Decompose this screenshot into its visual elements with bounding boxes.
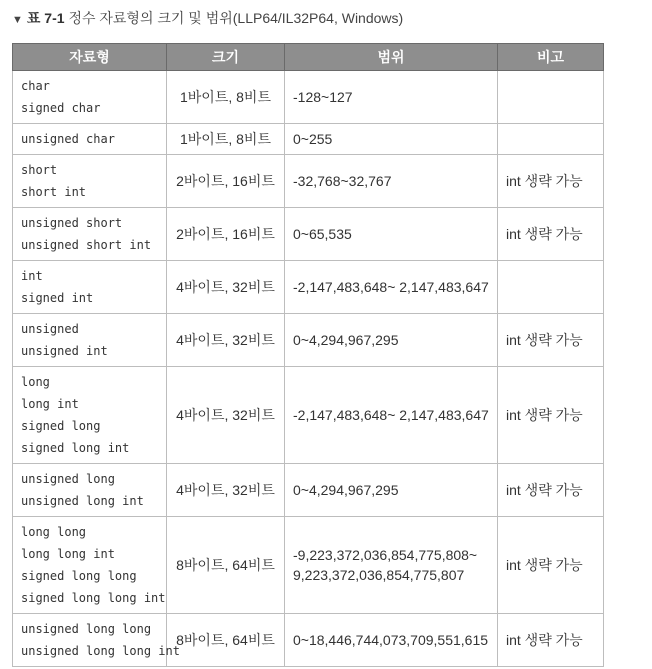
note-cell: int 생략 가능 — [498, 314, 604, 367]
size-cell: 4바이트, 32비트 — [167, 367, 285, 464]
type-name: long int — [21, 397, 79, 411]
type-name: short — [21, 163, 58, 177]
header-range: 범위 — [285, 44, 498, 71]
type-name: signed long — [21, 419, 101, 433]
type-name: char — [21, 79, 50, 93]
type-cell — [13, 208, 167, 261]
type-cell — [13, 517, 167, 614]
table-row — [13, 614, 604, 667]
size-cell: 8바이트, 64비트 — [167, 517, 285, 614]
note-cell — [498, 71, 604, 124]
range-cell — [285, 261, 498, 314]
type-name: unsigned — [21, 322, 79, 336]
size-cell: 2바이트, 16비트 — [167, 155, 285, 208]
range-cell — [285, 124, 498, 155]
range-line: 0~18,446,744,073,709,551,615 — [293, 632, 489, 648]
type-cell — [13, 367, 167, 464]
note-cell: int 생략 가능 — [498, 155, 604, 208]
type-name: unsigned char — [21, 132, 115, 146]
range-line: 0~4,294,967,295 — [293, 482, 399, 498]
type-name: long long int — [21, 547, 115, 561]
note-cell: int 생략 가능 — [498, 614, 604, 667]
range-line: 9,223,372,036,854,775,807 — [293, 567, 465, 583]
range-cell — [285, 208, 498, 261]
range-cell — [285, 517, 498, 614]
note-cell — [498, 124, 604, 155]
table-row — [13, 155, 604, 208]
type-name: unsigned long int — [21, 494, 144, 508]
type-name: long long — [21, 525, 87, 539]
type-cell — [13, 314, 167, 367]
type-name: unsigned long long — [21, 622, 152, 636]
size-cell: 4바이트, 32비트 — [167, 464, 285, 517]
note-cell: int 생략 가능 — [498, 367, 604, 464]
range-line: -32,768~32,767 — [293, 173, 392, 189]
type-name: unsigned int — [21, 344, 108, 358]
triangle-down-icon: ▼ — [12, 14, 23, 26]
type-name: signed long long int — [21, 591, 166, 605]
table-caption — [12, 8, 403, 28]
type-name: unsigned short — [21, 216, 123, 230]
note-cell: int 생략 가능 — [498, 208, 604, 261]
type-name: short int — [21, 185, 87, 199]
table-row — [13, 367, 604, 464]
range-cell — [285, 367, 498, 464]
note-cell — [498, 261, 604, 314]
range-line: -2,147,483,648~ 2,147,483,647 — [293, 407, 489, 423]
table-number: 표 7-1 — [26, 10, 65, 26]
header-size: 크기 — [167, 44, 285, 71]
type-name: signed long int — [21, 441, 130, 455]
range-line: -2,147,483,648~ 2,147,483,647 — [293, 279, 489, 295]
table-row — [13, 517, 604, 614]
table-row — [13, 464, 604, 517]
integer-types-table — [12, 43, 604, 667]
range-line: -128~127 — [293, 89, 353, 105]
range-cell — [285, 314, 498, 367]
size-cell: 1바이트, 8비트 — [167, 71, 285, 124]
note-cell: int 생략 가능 — [498, 517, 604, 614]
type-name: long — [21, 375, 50, 389]
size-cell: 4바이트, 32비트 — [167, 261, 285, 314]
range-line: 0~255 — [293, 131, 333, 147]
range-line: 0~65,535 — [293, 226, 352, 242]
type-name: int — [21, 269, 43, 283]
size-cell: 4바이트, 32비트 — [167, 314, 285, 367]
header-row — [13, 44, 604, 71]
type-cell — [13, 155, 167, 208]
note-cell: int 생략 가능 — [498, 464, 604, 517]
range-cell — [285, 155, 498, 208]
header-type: 자료형 — [13, 44, 167, 71]
table-row — [13, 71, 604, 124]
range-cell — [285, 71, 498, 124]
range-cell — [285, 614, 498, 667]
type-cell — [13, 261, 167, 314]
type-name: signed char — [21, 101, 101, 115]
range-cell — [285, 464, 498, 517]
type-cell — [13, 124, 167, 155]
type-cell — [13, 464, 167, 517]
table-row — [13, 314, 604, 367]
table-row — [13, 208, 604, 261]
table-row — [13, 124, 604, 155]
type-name: unsigned short int — [21, 238, 152, 252]
type-name: signed int — [21, 291, 94, 305]
type-cell — [13, 71, 167, 124]
size-cell: 8바이트, 64비트 — [167, 614, 285, 667]
size-cell: 1바이트, 8비트 — [167, 124, 285, 155]
header-note: 비고 — [498, 44, 604, 71]
table-title: 정수 자료형의 크기 및 범위(LLP64/IL32P64, Windows) — [68, 10, 404, 26]
type-name: unsigned long — [21, 472, 115, 486]
type-name: unsigned long long int — [21, 644, 180, 658]
type-name: signed long long — [21, 569, 137, 583]
type-cell — [13, 614, 180, 667]
size-cell: 2바이트, 16비트 — [167, 208, 285, 261]
range-line: 0~4,294,967,295 — [293, 332, 399, 348]
table-row — [13, 261, 604, 314]
range-line: -9,223,372,036,854,775,808~ — [293, 547, 478, 563]
